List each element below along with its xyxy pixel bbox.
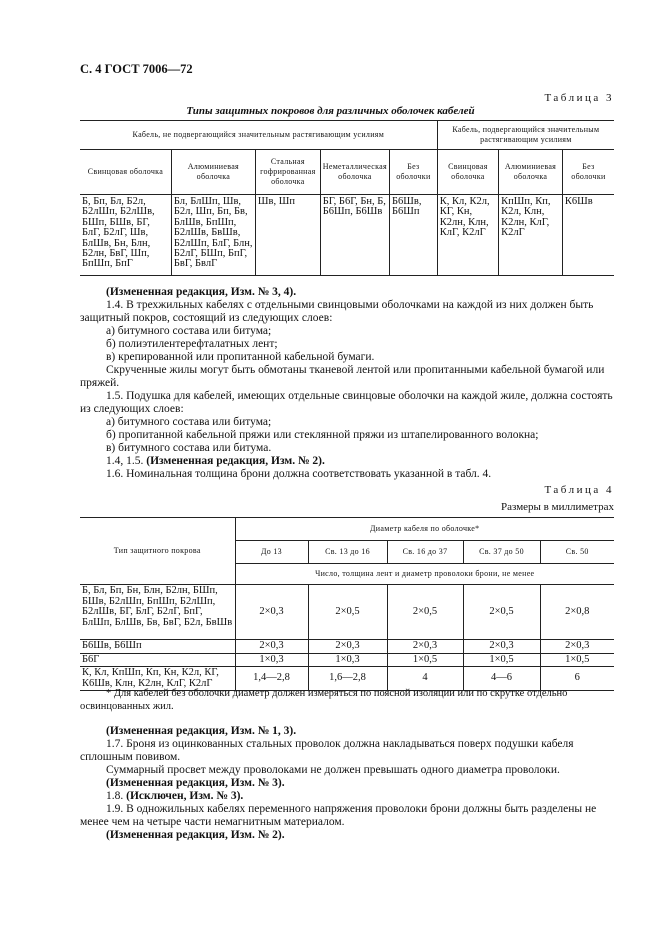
clause-1-4: 1.4. В трехжильных кабелях с отдельными свинцовыми оболочками на каждой из них должен быть защитный покров, состоящий из следующих слоев: xyxy=(80,299,594,324)
table4-caption: Размеры в миллиметрах xyxy=(501,501,614,513)
list-item: в) битумного состава или битума. xyxy=(106,442,272,454)
list-item: в) крепированной или пропитанной кабельной бумаги. xyxy=(106,351,375,363)
t3-cell-none: Б6Шв, Б6Шп xyxy=(390,195,438,276)
table3-title: Типы защитных покровов для различных оболочек кабелей xyxy=(186,105,475,117)
t4-cell: 1,6—2,8 xyxy=(308,667,387,691)
table4 xyxy=(80,517,614,691)
t4-cell: 1×0,5 xyxy=(540,653,614,667)
t4-type-header: Тип защитного покрова xyxy=(80,518,235,585)
t3-cell-alu2: КпШп, Кп, К2л, Клн, К2лн, КлГ, К2лГ xyxy=(499,195,563,276)
t3-cell-lead: Б, Бп, Бл, Б2л, Б2лШп, Б2лШв, БШп, БШв, БГ, БлГ, Б2лГ, Шв, БлШв, Бн, Блн, Б2лн, БвГ, Шп, БпШп, БпГ xyxy=(80,195,171,276)
t4-range: Св. 16 до 37 xyxy=(387,541,463,564)
t3-col-alu2: Алюминиевая оболочка xyxy=(499,150,563,195)
clause-1-5: 1.5. Подушка для кабелей, имеющих отдельные свинцовые оболочки на каждой жиле, должна состоять из следующих слоев: xyxy=(80,390,613,415)
t4-cell: 2×0,5 xyxy=(387,585,463,640)
t4-cell: 2×0,3 xyxy=(387,640,463,654)
table3 xyxy=(80,120,614,276)
list-item: б) полиэтилентерефталатных лент; xyxy=(106,338,278,350)
t3-col-none: Без оболочки xyxy=(390,150,438,195)
clause-1-4-note: Скрученные жилы могут быть обмотаны тканевой лентой или пропитанными кабельной бумагой или пряжей. xyxy=(80,364,605,389)
t3-group-header-1: Кабель, не подвергающийся значительным растягивающим усилиям xyxy=(80,121,437,150)
text-block-1 xyxy=(80,286,615,481)
footnote: * Для кабелей без оболочки диаметр должен измеряться по поясной изоляции или по скрутке отдельно освинцованных жил. xyxy=(80,688,568,712)
clause-1-9: 1.9. В одножильных кабелях переменного напряжения проволоки брони должны быть разделены не менее чем на четыре части немагнитным материалом. xyxy=(80,803,597,828)
clause-1-6: 1.6. Номинальная толщина брони должна соответствовать указанной в табл. 4. xyxy=(106,468,492,480)
t4-cell: 6 xyxy=(540,667,614,691)
t3-cell-nonmetal: БГ, Б6Г, Бн, Б, Б6Шп, Б6Шв xyxy=(320,195,389,276)
t4-range: Св. 50 xyxy=(540,541,614,564)
t4-cell: 2×0,3 xyxy=(235,640,308,654)
t4-range: Св. 13 до 16 xyxy=(308,541,387,564)
t4-cell: 1,4—2,8 xyxy=(235,667,308,691)
t4-row-type: К, Кл, КпШп, Кп, Кн, К2л, КГ, К6Шв, Клн, К2лн, КлГ, К2лГ xyxy=(80,667,235,691)
t4-cell: 1×0,5 xyxy=(387,653,463,667)
t4-cell: 1×0,3 xyxy=(308,653,387,667)
t4-cell: 4—6 xyxy=(463,667,540,691)
t4-cell: 1×0,3 xyxy=(235,653,308,667)
t3-col-alu: Алюминиевая оболочка xyxy=(171,150,255,195)
t4-cell: 2×0,5 xyxy=(308,585,387,640)
list-item: а) битумного состава или битума; xyxy=(106,325,272,337)
t4-cell: 2×0,3 xyxy=(463,640,540,654)
edit-note: (Измененная редакция, Изм. № 3, 4). xyxy=(106,286,297,298)
t3-cell-steel: Шв, Шп xyxy=(255,195,320,276)
edit-note: (Измененная редакция, Изм. № 1, 3). xyxy=(106,725,297,737)
clause-1-4-1-5-edit xyxy=(80,455,615,468)
t3-group-header-2: Кабель, подвергающийся значительным растягивающим усилиям xyxy=(437,121,614,150)
t4-row-type: Б, Бл, Бп, Бн, Блн, Б2лн, БШп, БШв, Б2лШп, БпШп, Б2лШп, Б2лШв, БГ, БлГ, Б2лГ, БпГ, БлШп, БлШв, Бв, БвГ, Б2л, БвШв xyxy=(80,585,235,640)
t3-col-none2: Без оболочки xyxy=(562,150,614,195)
edit-note: (Исключен, Изм. № 3). xyxy=(126,790,244,802)
t4-cell: 1×0,5 xyxy=(463,653,540,667)
edit-note: (Измененная редакция, Изм. № 2). xyxy=(106,829,285,841)
t3-col-lead: Свинцовая оболочка xyxy=(80,150,171,195)
t4-range: Св. 37 до 50 xyxy=(463,541,540,564)
t4-cell: 2×0,5 xyxy=(463,585,540,640)
t4-cell: 2×0,3 xyxy=(540,640,614,654)
t3-col-lead2: Свинцовая оболочка xyxy=(437,150,498,195)
clause-1-7-note: Суммарный просвет между проволоками не должен превышать одного диаметра проволоки. xyxy=(106,764,560,776)
list-item: а) битумного состава или битума; xyxy=(106,416,272,428)
table3-label: Таблица 3 xyxy=(544,92,614,104)
clause-number: 1.8. xyxy=(106,790,124,802)
t4-cell: 2×0,3 xyxy=(235,585,308,640)
t4-row-type: Б6Шв, Б6Шп xyxy=(80,640,235,654)
table4-label: Таблица 4 xyxy=(544,484,614,496)
edit-note: (Измененная редакция, Изм. № 3). xyxy=(106,777,285,789)
list-item: б) пропитанной кабельной пряжи или стеклянной пряжи из штапелированного волокна; xyxy=(106,429,539,441)
t4-cell: 2×0,3 xyxy=(308,640,387,654)
t4-subheader: Число, толщина лент и диаметр проволоки брони, не менее xyxy=(235,564,614,585)
t3-cell-none2: К6Шв xyxy=(562,195,614,276)
edit-note: (Измененная редакция, Изм. № 2). xyxy=(146,455,325,467)
t4-cell: 4 xyxy=(387,667,463,691)
t3-cell-lead2: К, Кл, К2л, КГ, Кн, К2лн, Клн, КлГ, К2лГ xyxy=(437,195,498,276)
clause-1-8 xyxy=(80,790,615,803)
t3-col-steel: Стальная гофрированная оболочка xyxy=(255,150,320,195)
page-header: С. 4 ГОСТ 7006—72 xyxy=(80,62,193,76)
t3-cell-alu: Бл, БлШп, Шв, Б2л, Шп, Бп, Бв, БлШв, БпШп, Б2лШв, БвШв, Б2лШп, БлГ, Блн, Б2лГ, БШп, БпГ, БвГ, БвлГ xyxy=(171,195,255,276)
t4-row-type: Б6Г xyxy=(80,653,235,667)
clause-number: 1.4, 1.5. xyxy=(106,455,144,467)
t4-diam-header: Диаметр кабеля по оболочке* xyxy=(235,518,614,541)
t4-cell: 2×0,8 xyxy=(540,585,614,640)
t4-range: До 13 xyxy=(235,541,308,564)
clause-1-7: 1.7. Броня из оцинкованных стальных проволок должна накладываться поверх подушки кабеля сплошным повивом. xyxy=(80,738,574,763)
t3-col-nonmetal: Неметаллическая оболочка xyxy=(320,150,389,195)
text-block-2 xyxy=(80,687,615,842)
